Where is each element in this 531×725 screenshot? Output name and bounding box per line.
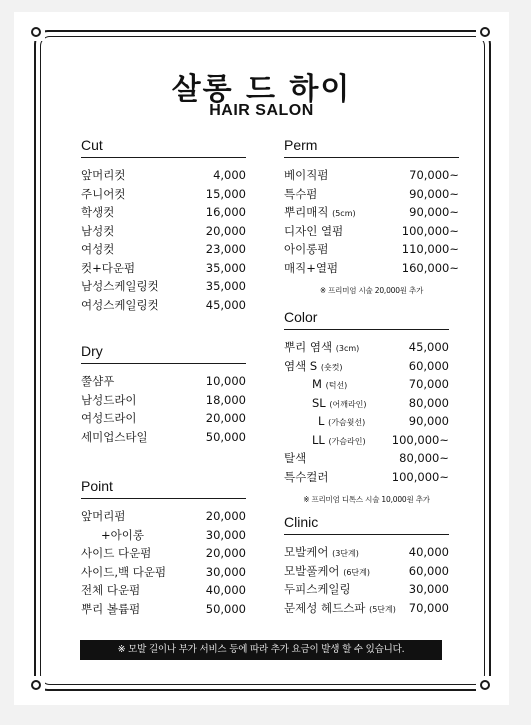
menu-item-name	[284, 450, 306, 466]
menu-item	[284, 259, 459, 278]
menu-item-price: 45,000	[408, 340, 449, 355]
menu-item-label: 아이롱펌	[284, 242, 329, 257]
menu-item-name	[284, 167, 328, 183]
menu-item-price: 20,000	[205, 411, 246, 426]
menu-item-price: 80,000	[408, 395, 449, 410]
menu-item	[284, 543, 449, 562]
menu-item	[284, 240, 459, 259]
menu-item-name	[81, 204, 114, 220]
menu-item	[81, 428, 246, 447]
menu-item-name	[284, 414, 365, 428]
menu-item	[284, 357, 449, 376]
menu-item	[81, 544, 246, 563]
menu-item-name	[81, 373, 114, 389]
menu-item-price: 60,000	[408, 563, 449, 578]
menu-item	[284, 222, 459, 241]
menu-item-name	[81, 508, 125, 524]
menu-item-label: 학생컷	[81, 205, 115, 220]
menu-item-label: +아이롱	[101, 527, 144, 542]
section-clinic	[284, 514, 449, 617]
menu-item-name	[284, 339, 359, 355]
menu-item-label: 앞머리컷	[81, 168, 126, 183]
menu-item-name	[284, 223, 343, 239]
menu-item	[81, 563, 246, 582]
menu-item-label: 사이드 다운펌	[81, 546, 152, 561]
menu-item-label: 앞머리펌	[81, 509, 126, 524]
menu-item-name	[81, 429, 148, 445]
section-point	[81, 478, 246, 618]
menu-item-label: M	[312, 377, 322, 392]
menu-item-price: 90,000	[408, 414, 449, 429]
menu-item	[81, 296, 246, 315]
menu-item-price: 30,000	[408, 582, 449, 597]
section-note: ※ 프리미엄 디톡스 시술 10,000원 추가	[303, 495, 430, 504]
menu-item-label: 전체 다운펌	[81, 583, 141, 598]
frame-corner-ornament	[27, 23, 45, 41]
salon-title-korean: 살롱 드 하이	[171, 72, 352, 107]
menu-item	[284, 166, 459, 185]
menu-item-name	[81, 410, 137, 426]
section-title: Dry	[81, 343, 246, 364]
menu-item-name	[81, 297, 159, 313]
menu-item-name	[81, 186, 125, 202]
menu-item	[284, 338, 449, 357]
menu-item	[81, 259, 246, 278]
section-dry	[81, 343, 246, 446]
menu-item	[81, 581, 246, 600]
menu-item	[81, 600, 246, 619]
price-list	[284, 338, 449, 486]
menu-item-price: 18,000	[205, 392, 246, 407]
menu-item-price: 30,000	[205, 564, 246, 579]
section-title: Point	[81, 478, 246, 499]
section-title: Clinic	[284, 514, 449, 535]
section-color	[284, 309, 449, 505]
menu-item	[81, 409, 246, 428]
menu-item-name	[81, 392, 137, 408]
menu-item	[81, 185, 246, 204]
menu-item	[284, 562, 449, 581]
menu-item-label: 특수펌	[284, 186, 318, 201]
menu-item-detail: (숏컷)	[320, 362, 343, 372]
salon-title-english: HAIR SALON	[209, 102, 314, 119]
menu-item-label: 사이드,백 다운펌	[81, 564, 167, 579]
menu-item-price: 20,000	[205, 546, 246, 561]
menu-item-name	[284, 260, 338, 276]
menu-item	[284, 185, 459, 204]
menu-item-label: 염색 S	[284, 358, 318, 373]
menu-item-price: 40,000	[205, 583, 246, 598]
menu-item-price: 100,000~	[391, 432, 449, 447]
price-list	[81, 507, 246, 618]
section-title: Cut	[81, 137, 246, 158]
menu-item-name	[284, 241, 328, 257]
menu-item	[284, 394, 449, 413]
frame-corner-ornament	[27, 676, 45, 694]
menu-item-price: 60,000	[408, 358, 449, 373]
menu-item-name	[81, 167, 125, 183]
menu-item-price: 40,000	[408, 545, 449, 560]
menu-item	[284, 431, 449, 450]
price-list	[81, 372, 246, 446]
menu-item-price: 50,000	[205, 429, 246, 444]
menu-item-label: L	[318, 414, 325, 429]
section-note: ※ 프리미엄 시술 20,000원 추가	[319, 286, 424, 295]
menu-item-detail: (3cm)	[335, 344, 360, 354]
menu-item	[81, 222, 246, 241]
menu-item-price: 20,000	[205, 223, 246, 238]
menu-item-price: 15,000	[205, 186, 246, 201]
menu-item	[284, 599, 449, 618]
menu-item	[81, 526, 246, 545]
menu-item-label: 베이직펌	[284, 168, 329, 183]
menu-item-name	[81, 260, 135, 276]
menu-item-name	[81, 601, 140, 617]
section-title: Color	[284, 309, 449, 330]
menu-item-label: LL	[312, 432, 325, 447]
menu-item-price: 23,000	[205, 242, 246, 257]
menu-item	[81, 166, 246, 185]
menu-item-label: 여성컷	[81, 242, 115, 257]
menu-item-label: 문제성 헤드스파	[284, 600, 366, 615]
menu-item-price: 100,000~	[391, 469, 449, 484]
menu-item-label: 뿌리 염색	[284, 340, 333, 355]
menu-item-label: 주니어컷	[81, 186, 126, 201]
menu-item-name	[284, 396, 367, 410]
menu-item-label: 뿌리 볼륨펌	[81, 601, 141, 616]
frame-corner-ornament	[476, 23, 494, 41]
menu-item-name	[81, 545, 151, 561]
menu-item-label: 여성스케일링컷	[81, 297, 159, 312]
section-title: Perm	[284, 137, 459, 158]
menu-item	[81, 277, 246, 296]
frame-corner-ornament	[476, 676, 494, 694]
menu-item-label: SL	[312, 395, 326, 410]
menu-item-name	[81, 564, 166, 580]
price-list	[284, 166, 459, 277]
menu-item-detail: (5단계)	[369, 604, 396, 614]
menu-item-label: 여성드라이	[81, 411, 137, 426]
section-perm	[284, 137, 459, 296]
menu-item-price: 4,000	[213, 168, 246, 183]
menu-item-name	[81, 582, 140, 598]
menu-item-price: 160,000~	[401, 260, 459, 275]
menu-item-price: 100,000~	[401, 223, 459, 238]
menu-item	[284, 468, 449, 487]
menu-item	[284, 580, 449, 599]
menu-item-detail: (어깨라인)	[329, 399, 367, 409]
menu-item-detail: (턱선)	[325, 381, 348, 391]
menu-item-name	[284, 433, 366, 447]
menu-item-name	[284, 563, 370, 579]
menu-item-name	[81, 241, 114, 257]
menu-item-price: 70,000	[408, 377, 449, 392]
menu-item-price: 16,000	[205, 205, 246, 220]
menu-item	[81, 203, 246, 222]
menu-item	[284, 203, 459, 222]
menu-item-label: 남성컷	[81, 223, 115, 238]
menu-item-label: 컷+다운펌	[81, 260, 136, 275]
menu-item-label: 남성드라이	[81, 392, 137, 407]
menu-item-price: 10,000	[205, 374, 246, 389]
menu-item-label: 뿌리매직	[284, 205, 329, 220]
menu-item-name	[284, 186, 317, 202]
menu-item	[81, 372, 246, 391]
menu-item	[81, 240, 246, 259]
menu-item-price: 90,000~	[409, 205, 459, 220]
menu-item-name	[284, 469, 328, 485]
menu-item-label: 남성스케일링컷	[81, 279, 159, 294]
menu-item-name	[284, 544, 359, 560]
menu-item-price: 35,000	[205, 260, 246, 275]
menu-item-detail: (5cm)	[332, 209, 356, 219]
menu-item-label: 모발풀케어	[284, 563, 340, 578]
menu-item-label: 특수컬러	[284, 469, 329, 484]
menu-item-label: 세미업스타일	[81, 429, 148, 444]
menu-item-price: 110,000~	[401, 242, 459, 257]
section-cut	[81, 137, 246, 314]
menu-item	[81, 507, 246, 526]
menu-item-detail: (6단계)	[343, 567, 370, 577]
menu-item-label: 매직+열펌	[284, 260, 339, 275]
menu-item-name	[284, 204, 356, 220]
price-list	[284, 543, 449, 617]
menu-item-price: 30,000	[205, 527, 246, 542]
menu-item-price: 70,000	[408, 600, 449, 615]
menu-item-price: 90,000~	[409, 186, 459, 201]
menu-item-label: 디자인 열펌	[284, 223, 344, 238]
menu-item	[284, 412, 449, 431]
menu-item-name	[284, 358, 343, 374]
menu-item	[81, 391, 246, 410]
menu-item-detail: (가슴라인)	[328, 436, 366, 446]
menu-item	[284, 375, 449, 394]
menu-item-name	[284, 581, 351, 597]
price-list	[81, 166, 246, 314]
menu-item-name	[284, 600, 396, 616]
menu-item-label: 모발케어	[284, 545, 329, 560]
menu-item-price: 80,000~	[399, 451, 449, 466]
menu-item-price: 45,000	[205, 297, 246, 312]
menu-item-label: 쭐샴푸	[81, 374, 115, 389]
footer-note-bar: ※ 모발 길이나 부가 서비스 등에 따라 추가 요금이 발생 할 수 있습니다.	[80, 640, 442, 660]
menu-item-name	[81, 527, 144, 543]
menu-item-detail: (3단계)	[332, 549, 359, 559]
menu-item-price: 50,000	[205, 601, 246, 616]
menu-item-name	[81, 223, 114, 239]
menu-item-label: 탈색	[284, 451, 307, 466]
menu-item-name	[284, 377, 347, 391]
menu-item-price: 35,000	[205, 279, 246, 294]
menu-board	[14, 12, 509, 705]
menu-item	[284, 449, 449, 468]
menu-item-price: 20,000	[205, 509, 246, 524]
menu-item-name	[81, 278, 159, 294]
menu-item-price: 70,000~	[409, 168, 459, 183]
menu-item-detail: (가슴윗선)	[328, 418, 366, 428]
menu-item-label: 두피스케일링	[284, 582, 351, 597]
